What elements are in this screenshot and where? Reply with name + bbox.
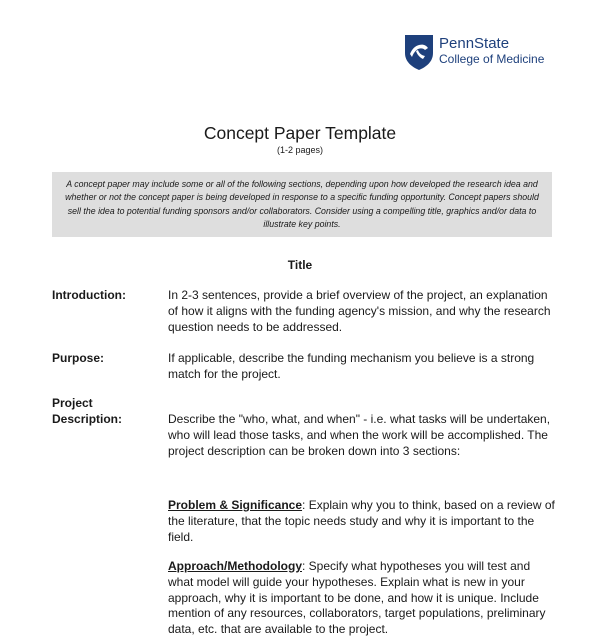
approach-methodology-label: Approach/Methodology [168, 559, 302, 573]
pennstate-logo [403, 33, 563, 73]
pennstate-shield-icon [403, 33, 435, 71]
logo-title: PennState [439, 35, 510, 52]
problem-significance-text: : Explain why you to think, based on a review of the literature, that the topic needs study and why it is important to the field. [168, 498, 555, 544]
document-subtitle: (1-2 pages) [276, 145, 324, 155]
project-description-text: Describe the "who, what, and when" - i.e. what tasks will be undertaken, who will lead those tasks, and when the work will be accomplished. The project description can be broken down into 3 sections: [168, 412, 551, 458]
approach-methodology-paragraph [168, 559, 558, 638]
intro-note-text: A concept paper may include some or all of the following sections, depending upon how developed the research idea and whether or not the concept paper is being developed in response to a specific funding opportunity. Concept papers should sell the idea to potential funding sponsors and/or collaborators. Consider using a compelling title, graphics and/or data to illustrate key points. [65, 179, 539, 229]
introduction-text: In 2-3 sentences, provide a brief overview of the project, an explanation of how it aligns with the funding agency's mission, and why the research question needs to be addressed. [168, 288, 551, 334]
purpose-label: Purpose: [52, 351, 105, 365]
project-description-label-line2: Description: [52, 412, 123, 426]
purpose-text: If applicable, describe the funding mechanism you believe is a strong match for the project. [168, 351, 535, 381]
intro-note-box [52, 172, 552, 237]
project-description-label-line1: Project [52, 396, 93, 410]
problem-significance-label: Problem & Significance [168, 498, 303, 512]
problem-significance-paragraph [168, 498, 558, 545]
section-title: Title [287, 258, 313, 272]
introduction-label: Introduction: [52, 288, 126, 302]
document-title: Concept Paper Template [203, 123, 397, 143]
approach-methodology-text: : Specify what hypotheses you will test and what model will guide your hypotheses. Explain what is new in your approach, why it is important to be done, and how it is unique. Include mention of any resources, collaborators, target populations, preliminary data, etc. that are available to the project. [168, 559, 546, 637]
logo-subtitle: College of Medicine [439, 52, 545, 66]
